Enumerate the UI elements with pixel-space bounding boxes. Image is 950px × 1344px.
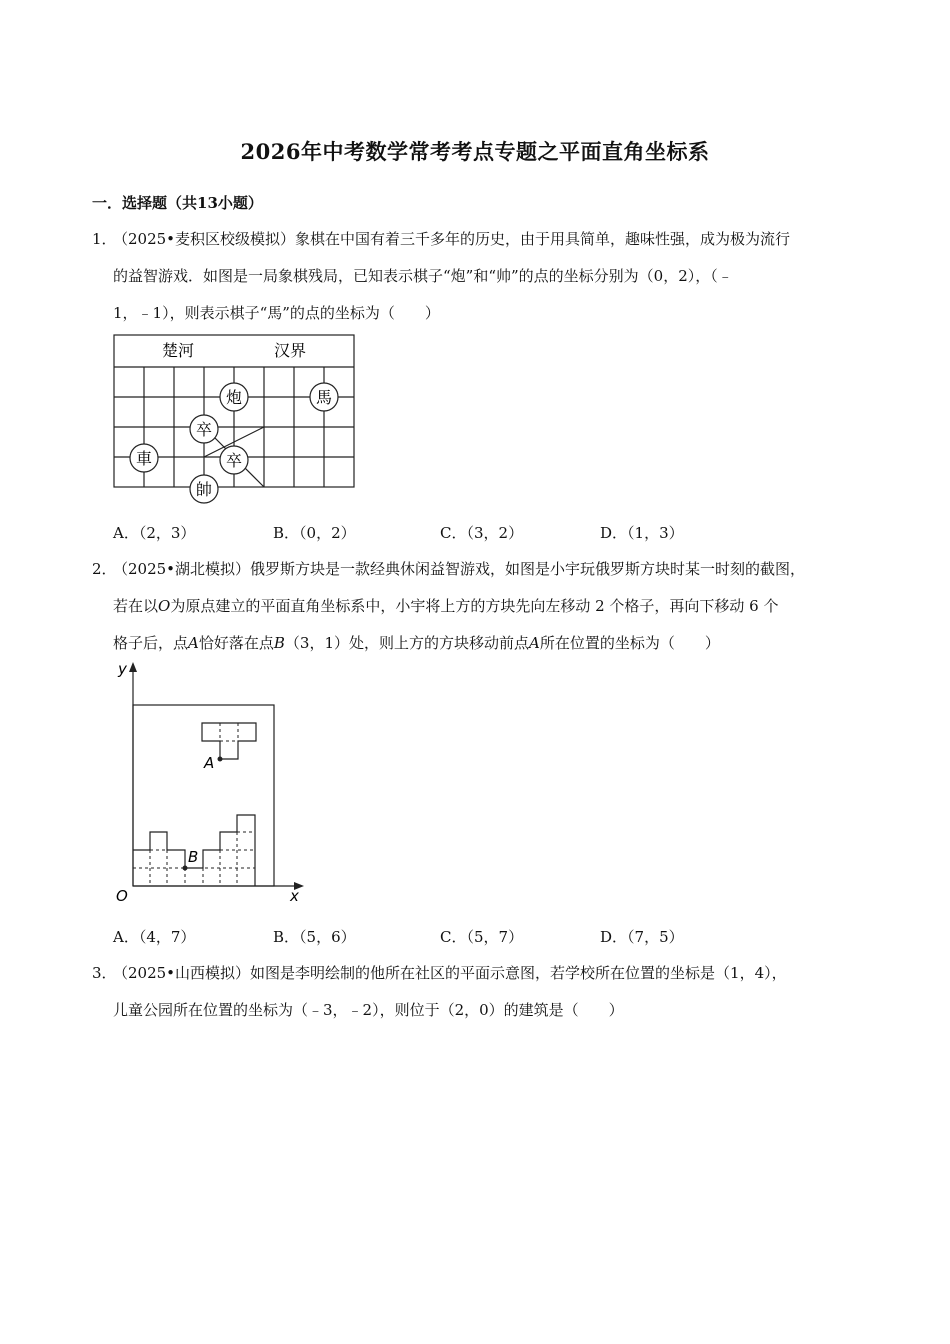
question-3-line-2: 儿童公园所在位置的坐标为（﹣3，﹣2），则位于（2，0）的建筑是（ ） [113,1001,624,1019]
axis-x-label: x [290,887,299,905]
question-1-line-3: 1，﹣1），则表示棋子“馬”的点的坐标为（ ） [113,304,440,322]
question-2-option-a[interactable]: A．（4，7） [113,928,196,946]
question-1-number: 1． [92,230,117,248]
origin-label: O [116,887,128,905]
question-2-line-2 [113,595,779,616]
q2-text-3b: 恰好落在点 [198,634,274,652]
q2-text-3a: 格子后，点 [113,634,189,652]
question-1-option-b[interactable]: B．（0，2） [273,524,356,542]
question-2-line-3 [113,632,720,653]
q2-var-a: A [188,634,199,652]
chess-board-figure [112,333,358,505]
q2-var-b: B [273,634,285,652]
question-2-number: 2． [92,560,117,578]
piece-shuai: 帥 [195,480,213,499]
question-1-option-d[interactable]: D．（1，3） [600,524,684,542]
question-1-option-a[interactable]: A．（2，3） [113,524,196,542]
question-2-option-c[interactable]: C．（5，7） [440,928,524,946]
question-2-line-1: （2025•湖北模拟）俄罗斯方块是一款经典休闲益智游戏，如图是小宇玩俄罗斯方块时某一时刻的截图， [113,560,806,578]
question-1-line-2: 的益智游戏．如图是一局象棋残局，已知表示棋子“炮”和“帅”的点的坐标分别为（0，2），（﹣ [113,267,733,285]
question-1-line-1: （2025•麦积区校级模拟）象棋在中国有着三千多年的历史，由于用具简单，趣味性强，成为极为流行 [113,230,791,248]
river-label-right: 汉界 [273,341,307,360]
q2-text-2a: 若在以 [113,597,159,615]
q2-var-a2: A [529,634,540,652]
question-3-line-1: （2025•山西模拟）如图是李明绘制的他所在社区的平面示意图，若学校所在位置的坐标是（1，4）， [113,964,787,982]
section-heading: 一．选择题（共13小题） [92,194,263,212]
q2-text-3d: 所在位置的坐标为（ ） [539,634,720,652]
piece-zu-1: 卒 [195,420,213,439]
question-1-option-c[interactable]: C．（3，2） [440,524,524,542]
piece-ma: 馬 [315,388,333,407]
river-label-left: 楚河 [161,341,195,360]
tetris-coordinate-figure [110,658,310,908]
axis-y-label: y [118,660,127,678]
piece-pao: 炮 [225,388,243,407]
question-2-option-b[interactable]: B．（5，6） [273,928,356,946]
point-a-label: A [204,754,215,772]
q2-var-o: O [158,597,171,615]
q2-text-3c: （3，1）处，则上方的方块移动前点 [284,634,529,652]
piece-ju: 車 [135,449,153,468]
piece-zu-2: 卒 [225,451,243,470]
question-2-option-d[interactable]: D．（7，5） [600,928,684,946]
q2-text-2b: 为原点建立的平面直角坐标系中，小宇将上方的方块先向左移动 2 个格子，再向下移动 6 个 [170,597,779,615]
question-3-number: 3． [92,964,117,982]
page-title: 2026年中考数学常考考点专题之平面直角坐标系 [240,139,710,164]
point-b-label: B [188,848,199,866]
